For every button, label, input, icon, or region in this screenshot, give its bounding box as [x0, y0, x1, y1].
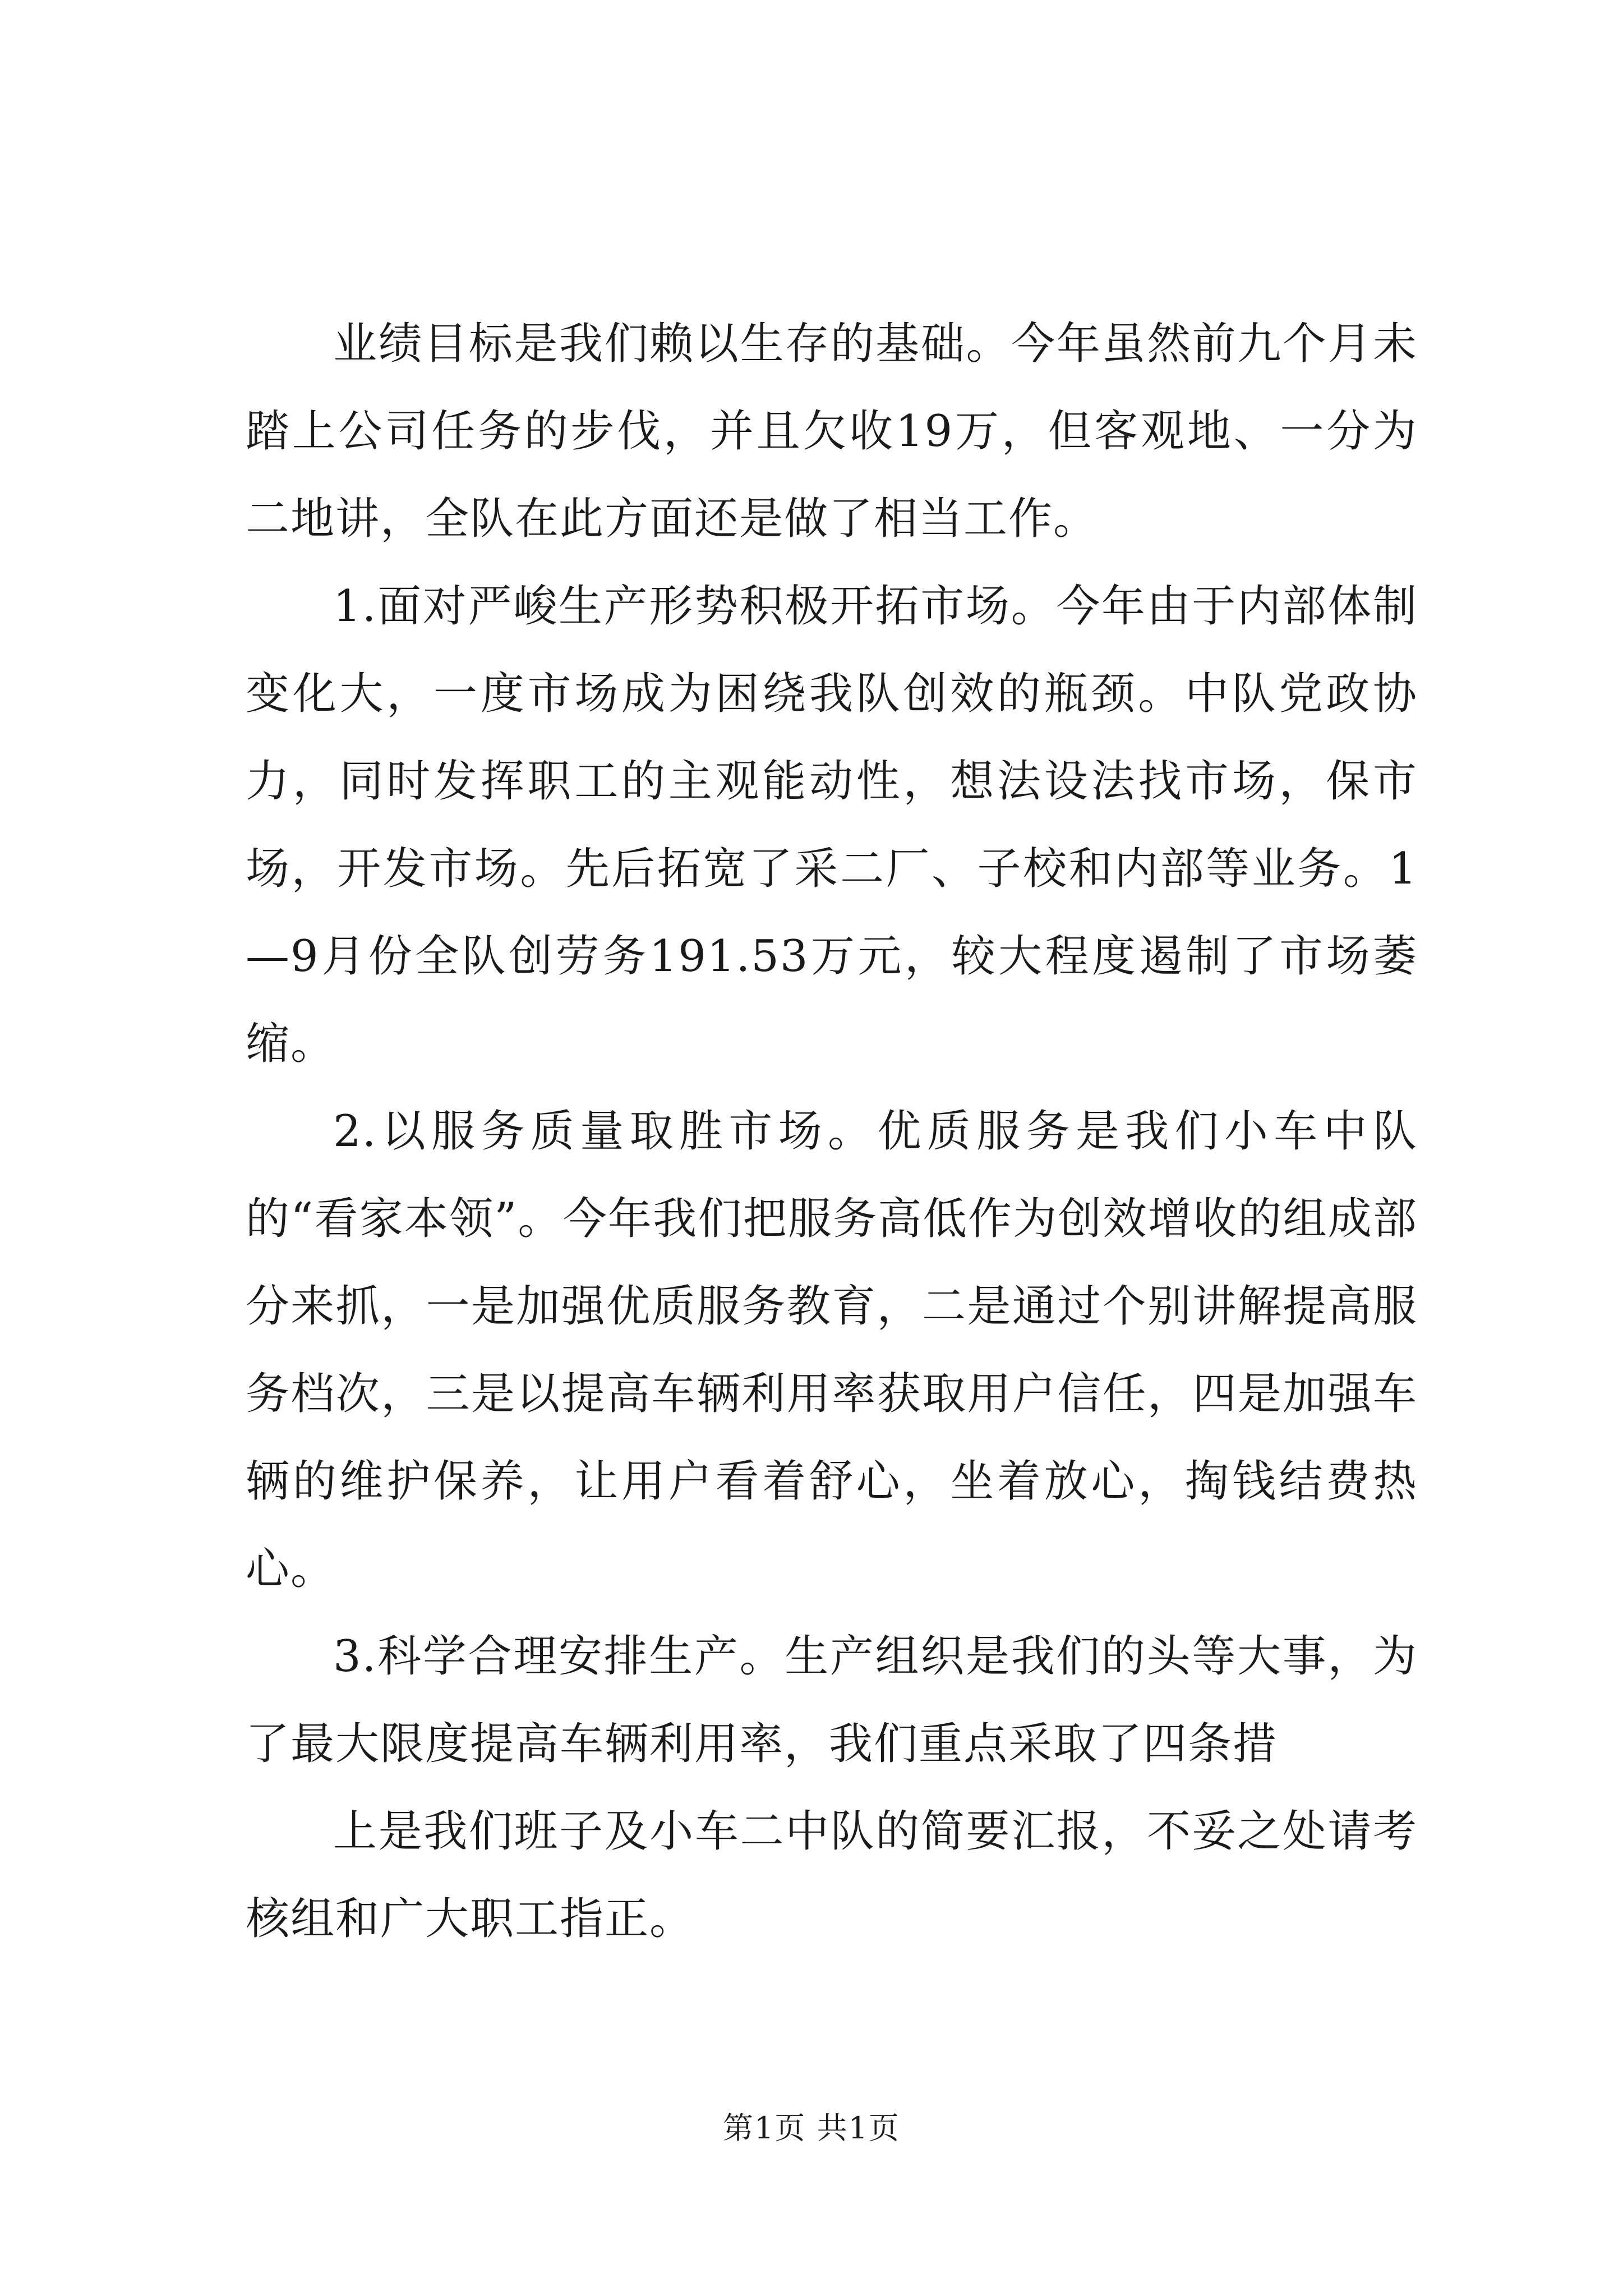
document-body	[246, 300, 1418, 1963]
paragraph-service-quality: 2.以服务质量取胜市场。优质服务是我们小车中队的“看家本领”。今年我们把服务高低作为创效增收的组成部分来抓，一是加强优质服务教育，二是通过个别讲解提高服务档次，三是以提高车辆利用率获取用户信任，四是加强车辆的维护保养，让用户看着舒心，坐着放心，掏钱结费热心。	[246, 1106, 1418, 1594]
paragraph-market-expansion: 1.面对严峻生产形势积极开拓市场。今年由于内部体制变化大，一度市场成为困绕我队创效的瓶颈。中队党政协力，同时发挥职工的主观能动性，想法设法找市场，保市场，开发市场。先后拓宽了采二厂、子校和内部等业务。1—9月份全队创劳务191.53万元，较大程度遏制了市场萎缩。	[246, 581, 1418, 1069]
paragraph-performance-goal: 业绩目标是我们赖以生存的基础。今年虽然前九个月未踏上公司任务的步伐，并且欠收19万，但客观地、一分为二地讲，全队在此方面还是做了相当工作。	[246, 319, 1418, 544]
page-number-footer: 第1页 共1页	[723, 2110, 900, 2146]
paragraph-closing-remarks: 上是我们班子及小车二中队的简要汇报，不妥之处请考核组和广大职工指正。	[246, 1806, 1418, 1944]
paragraph-production-arrangement: 3.科学合理安排生产。生产组织是我们的头等大事，为了最大限度提高车辆利用率，我们重点采取了四条措	[246, 1631, 1418, 1769]
